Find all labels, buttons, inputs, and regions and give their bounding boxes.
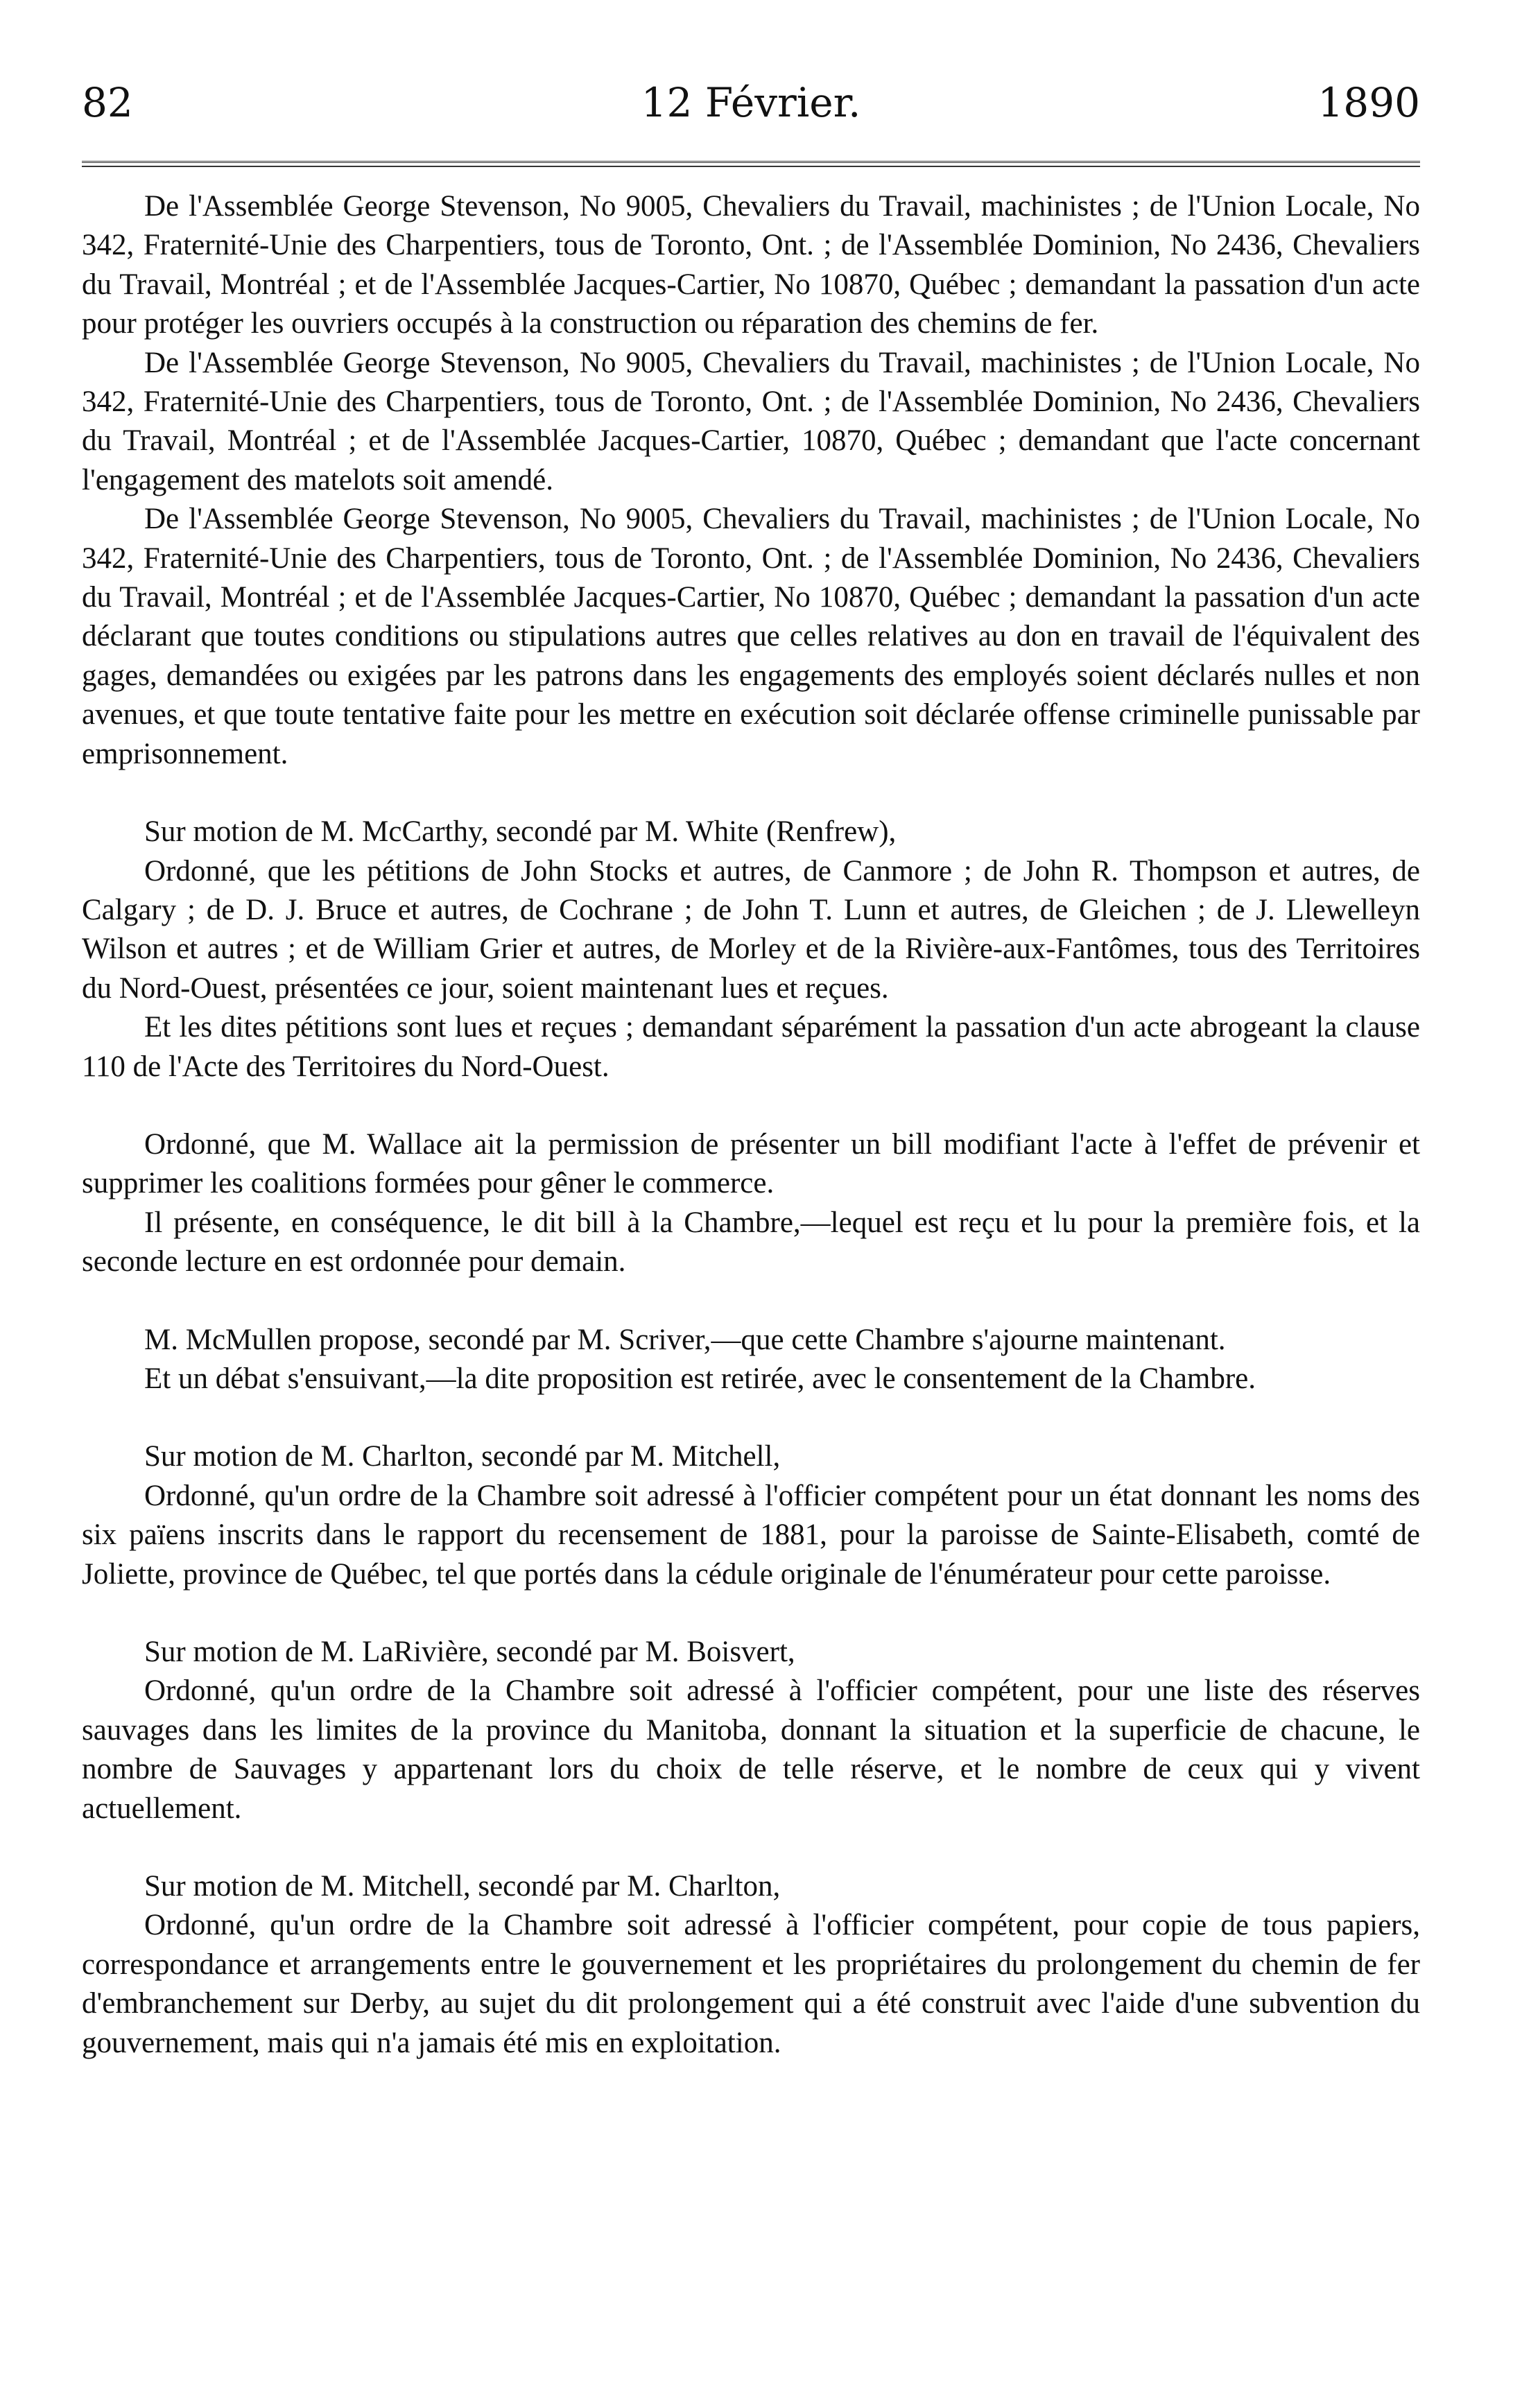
header-rule	[82, 161, 1420, 167]
order-paragraph: Ordonné, qu'un ordre de la Chambre soit adressé à l'officier compétent pour un état donnant les noms des six païens inscrits dans le rapport du recensement de 1881, pour la paroisse de Sainte-Elisabeth, comté de Joliette, province de Québec, tel que portés dans la cédule originale de l'énumérateur pour cette paroisse.	[82, 1479, 1420, 1591]
order-paragraph: Ordonné, que M. Wallace ait la permission de présenter un bill modifiant l'acte à l'effet de prévenir et supprimer les coalitions formées pour gêner le commerce.	[82, 1127, 1420, 1200]
motion-heading: Sur motion de M. Charlton, secondé par M. Mitchell,	[144, 1440, 781, 1473]
header-date: 12 Février.	[641, 79, 861, 126]
motion-paragraph: M. McMullen propose, secondé par M. Scriver,—que cette Chambre s'ajourne maintenant.	[144, 1323, 1226, 1356]
motion-heading: Sur motion de M. LaRivière, secondé par M. Boisvert,	[144, 1636, 795, 1668]
page-number: 82	[82, 79, 133, 126]
section-gap	[82, 1828, 1420, 1867]
header-year: 1890	[1317, 79, 1420, 126]
section-gap	[82, 1398, 1420, 1437]
section-gap	[82, 774, 1420, 813]
running-head	[82, 75, 1420, 130]
section-gap	[82, 1282, 1420, 1321]
petition-paragraph: De l'Assemblée George Stevenson, No 9005, Chevaliers du Travail, machinistes ; de l'Union Locale, No 342, Fraternité-Unie des Charpentiers, tous de Toronto, Ont. ; de l'Assemblée Dominion, No 2436, Chevaliers du Travail, Montréal ; et de l'Assemblée Jacques-Cartier, No 10870, Québec ; demandant la passation d'un acte déclarant que toutes conditions ou stipulations autres que celles relatives au don en travail de l'équivalent des gages, demandées ou exigées par les patrons dans les engagements des employés soient déclarés nulles et non avenues, et que toute tentative faite pour les mettre en exécution soit déclarée offense criminelle punissable par emprisonnement.	[82, 503, 1420, 770]
order-paragraph: Ordonné, qu'un ordre de la Chambre soit adressé à l'officier compétent, pour copie de tous papiers, correspondance et arrangements entre le gouvernement et les propriétaires du prolongement du chemin de fer d'embranchement sur Derby, au sujet du dit prolongement qui a été construit avec l'aide d'une subvention du gouvernement, mais qui n'a jamais été mis en exploitation.	[82, 1909, 1420, 2059]
motion-heading: Sur motion de M. Mitchell, secondé par M. Charlton,	[144, 1870, 781, 1903]
petition-paragraph: De l'Assemblée George Stevenson, No 9005, Chevaliers du Travail, machinistes ; de l'Union Locale, No 342, Fraternité-Unie des Charpentiers, tous de Toronto, Ont. ; de l'Assemblée Dominion, No 2436, Chevaliers du Travail, Montréal ; et de l'Assemblée Jacques-Cartier, 10870, Québec ; demandant que l'acte concernant l'engagement des matelots soit amendé.	[82, 346, 1420, 496]
order-paragraph: Ordonné, qu'un ordre de la Chambre soit adressé à l'officier compétent, pour une liste des réserves sauvages dans les limites de la province du Manitoba, donnant la situation et la superficie de chacune, le nombre de Sauvages y appartenant lors du choix de telle réserve, et le nombre de ceux qui y vivent actuellement.	[82, 1674, 1420, 1825]
order-paragraph: Et les dites pétitions sont lues et reçues ; demandant séparément la passation d'un acte abrogeant la clause 110 de l'Acte des Territoires du Nord-Ouest.	[82, 1011, 1420, 1083]
motion-heading: Sur motion de M. McCarthy, secondé par M. White (Renfrew),	[144, 815, 897, 849]
section-gap	[82, 1594, 1420, 1633]
section-gap	[82, 1086, 1420, 1125]
petition-paragraph: De l'Assemblée George Stevenson, No 9005, Chevaliers du Travail, machinistes ; de l'Union Locale, No 342, Fraternité-Unie des Charpentiers, tous de Toronto, Ont. ; de l'Assemblée Dominion, No 2436, Chevaliers du Travail, Montréal ; et de l'Assemblée Jacques-Cartier, No 10870, Québec ; demandant la passation d'un acte pour protéger les ouvriers occupés à la construction ou réparation des chemins de fer.	[82, 190, 1420, 340]
motion-paragraph: Et un débat s'ensuivant,—la dite proposition est retirée, avec le consentement de la Chambre.	[144, 1362, 1256, 1395]
order-paragraph: Il présente, en conséquence, le dit bill à la Chambre,—lequel est reçu et lu pour la première fois, et la seconde lecture en est ordonnée pour demain.	[82, 1206, 1420, 1279]
journal-page	[82, 0, 1420, 2408]
order-paragraph: Ordonné, que les pétitions de John Stocks et autres, de Canmore ; de John R. Thompson et autres, de Calgary ; de D. J. Bruce et autres, de Cochrane ; de John T. Lunn et autres, de Gleichen ; de J. Llewelleyn Wilson et autres ; et de William Grier et autres, de Morley et de la Rivière-aux-Fantômes, tous des Territoires du Nord-Ouest, présentées ce jour, soient maintenant lues et reçues.	[82, 854, 1420, 1005]
journal-body	[82, 187, 1420, 2063]
